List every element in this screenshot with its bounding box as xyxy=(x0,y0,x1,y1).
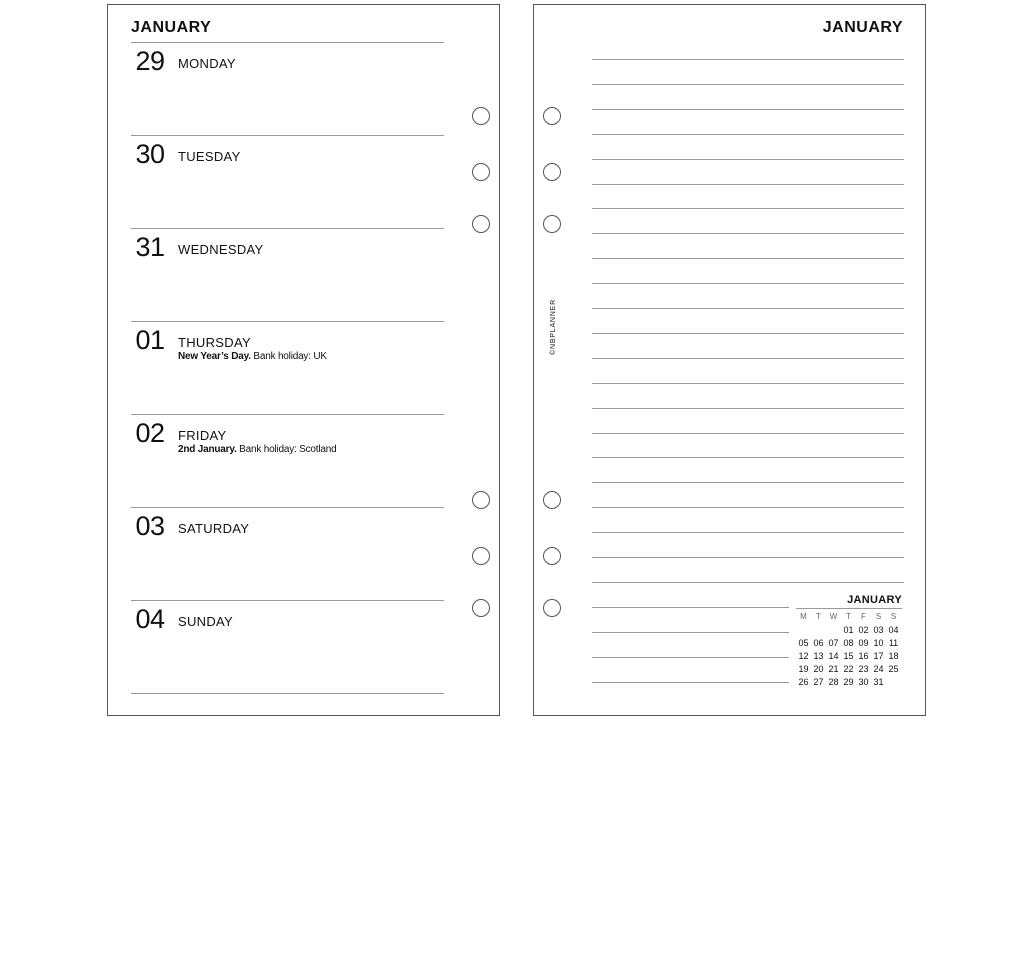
day-name: THURSDAY xyxy=(178,335,251,350)
day-divider xyxy=(131,600,444,601)
mini-calendar-day: 16 xyxy=(858,651,869,661)
mini-calendar-day: 12 xyxy=(798,651,809,661)
ring-hole xyxy=(543,107,561,125)
ring-hole xyxy=(472,547,490,565)
day-number: 31 xyxy=(135,232,165,262)
mini-calendar-day: 29 xyxy=(843,677,854,687)
note-line xyxy=(592,258,904,259)
mini-calendar-grid xyxy=(796,611,902,688)
day-divider xyxy=(131,507,444,508)
day-divider xyxy=(131,693,444,694)
note-line xyxy=(592,532,904,533)
mini-calendar-weekday: W xyxy=(829,612,838,621)
mini-calendar-day: 18 xyxy=(888,651,899,661)
mini-calendar-day xyxy=(796,624,811,636)
mini-calendar-day: 08 xyxy=(843,638,854,648)
note-line xyxy=(592,557,904,558)
day-note xyxy=(178,444,336,455)
ring-hole xyxy=(472,163,490,181)
mini-calendar-day: 06 xyxy=(813,638,824,648)
mini-calendar xyxy=(796,594,902,688)
mini-calendar-day xyxy=(811,624,826,636)
ring-hole xyxy=(472,107,490,125)
mini-calendar-weekday: F xyxy=(861,612,866,621)
note-line xyxy=(592,184,904,185)
note-line xyxy=(592,308,904,309)
copyright-label: ©NBPLANNER xyxy=(550,299,557,355)
mini-calendar-day xyxy=(886,676,901,688)
mini-calendar-day: 10 xyxy=(873,638,884,648)
mini-calendar-day: 24 xyxy=(873,664,884,674)
note-line xyxy=(592,632,789,633)
note-line xyxy=(592,84,904,85)
mini-calendar-title: JANUARY xyxy=(847,594,902,606)
day-name: FRIDAY xyxy=(178,428,227,443)
day-name: SATURDAY xyxy=(178,521,250,536)
day-note-bold: 2nd January. xyxy=(178,444,237,455)
day-number: 29 xyxy=(135,46,165,76)
mini-calendar-day: 31 xyxy=(873,677,884,687)
mini-calendar-day: 11 xyxy=(888,638,899,648)
mini-calendar-day: 22 xyxy=(843,664,854,674)
left-page xyxy=(107,4,500,716)
note-line xyxy=(592,134,904,135)
mini-calendar-weekday: M xyxy=(800,612,807,621)
day-name: WEDNESDAY xyxy=(178,242,264,257)
mini-calendar-weekday: T xyxy=(846,612,851,621)
note-line xyxy=(592,383,904,384)
note-line xyxy=(592,159,904,160)
mini-calendar-day: 25 xyxy=(888,664,899,674)
ring-hole xyxy=(472,599,490,617)
note-line xyxy=(592,482,904,483)
right-month-title: JANUARY xyxy=(822,19,903,36)
ring-hole xyxy=(543,599,561,617)
mini-calendar-day: 13 xyxy=(813,651,824,661)
mini-calendar-day: 04 xyxy=(888,625,899,635)
mini-calendar-weekday: T xyxy=(816,612,821,621)
note-line xyxy=(592,109,904,110)
mini-calendar-day: 07 xyxy=(828,638,839,648)
note-line xyxy=(592,358,904,359)
mini-calendar-day: 09 xyxy=(858,638,869,648)
day-note-text: Bank holiday: UK xyxy=(250,351,327,362)
day-divider xyxy=(131,42,444,43)
ring-hole xyxy=(472,491,490,509)
day-note-text: Bank holiday: Scotland xyxy=(236,444,337,455)
mini-calendar-weekday: S xyxy=(875,612,882,621)
day-divider xyxy=(131,414,444,415)
note-line xyxy=(592,233,904,234)
day-divider xyxy=(131,135,444,136)
mini-calendar-day: 20 xyxy=(813,664,824,674)
ring-hole xyxy=(543,491,561,509)
note-line xyxy=(592,582,904,583)
mini-calendar-day: 21 xyxy=(828,664,839,674)
mini-calendar-day: 14 xyxy=(828,651,839,661)
note-line xyxy=(592,607,789,608)
note-line xyxy=(592,507,904,508)
day-name: MONDAY xyxy=(178,56,236,71)
note-line xyxy=(592,283,904,284)
mini-calendar-day xyxy=(826,624,841,636)
day-note xyxy=(178,351,327,362)
mini-calendar-day: 26 xyxy=(798,677,809,687)
note-line xyxy=(592,657,789,658)
note-line xyxy=(592,457,904,458)
day-number: 30 xyxy=(135,139,165,169)
day-divider xyxy=(131,228,444,229)
note-line xyxy=(592,333,904,334)
ring-hole xyxy=(543,547,561,565)
note-line xyxy=(592,208,904,209)
mini-calendar-day: 05 xyxy=(798,638,809,648)
note-line xyxy=(592,59,904,60)
mini-calendar-day: 23 xyxy=(858,664,869,674)
note-line xyxy=(592,408,904,409)
mini-calendar-day: 28 xyxy=(828,677,839,687)
note-line xyxy=(592,682,789,683)
right-page xyxy=(533,4,926,716)
mini-calendar-day: 15 xyxy=(843,651,854,661)
mini-calendar-day: 27 xyxy=(813,677,824,687)
day-number: 03 xyxy=(135,511,165,541)
ring-hole xyxy=(472,215,490,233)
mini-calendar-day: 03 xyxy=(873,625,884,635)
day-number: 04 xyxy=(135,604,165,634)
mini-calendar-day: 02 xyxy=(858,625,869,635)
day-number: 01 xyxy=(135,325,165,355)
mini-calendar-day: 19 xyxy=(798,664,809,674)
mini-calendar-day: 01 xyxy=(843,625,854,635)
ring-hole xyxy=(543,163,561,181)
note-line xyxy=(592,433,904,434)
mini-calendar-day: 17 xyxy=(873,651,884,661)
mini-calendar-day: 30 xyxy=(858,677,869,687)
mini-calendar-divider xyxy=(796,608,902,609)
day-number: 02 xyxy=(135,418,165,448)
left-month-title: JANUARY xyxy=(131,19,212,36)
day-name: SUNDAY xyxy=(178,614,234,629)
day-divider xyxy=(131,321,444,322)
mini-calendar-weekday: S xyxy=(890,612,897,621)
day-note-bold: New Year’s Day. xyxy=(178,351,251,362)
ring-hole xyxy=(543,215,561,233)
day-name: TUESDAY xyxy=(178,149,241,164)
